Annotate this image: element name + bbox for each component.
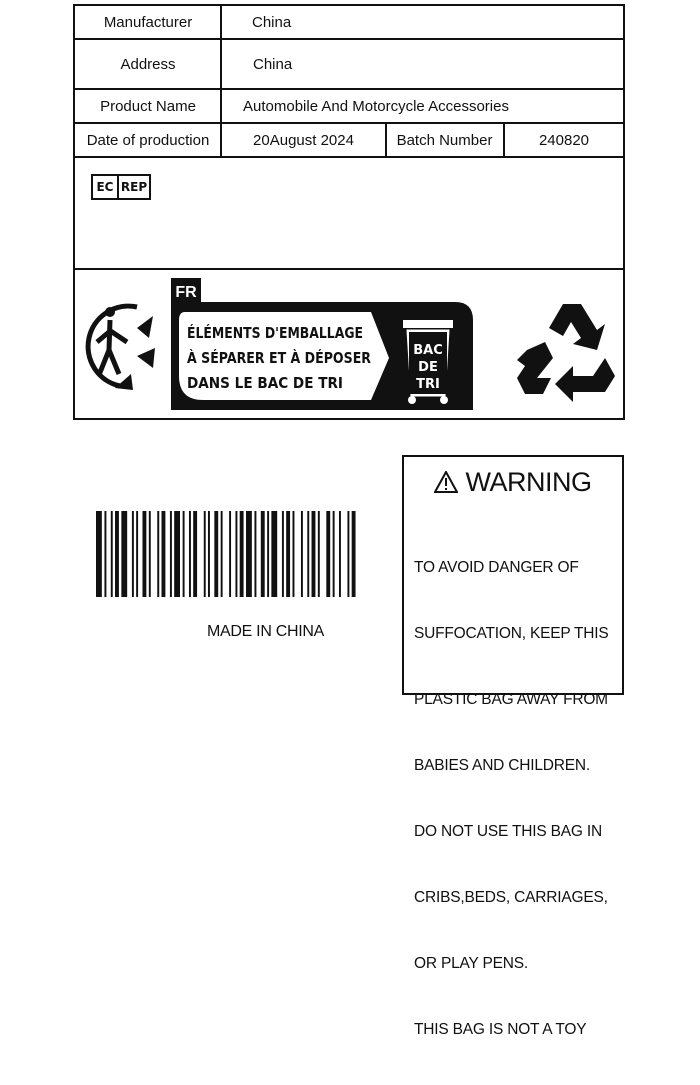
warning-title: WARNING bbox=[465, 467, 592, 497]
made-in-caption: MADE IN CHINA bbox=[207, 623, 324, 640]
warning-line: OR PLAY PENS. bbox=[414, 955, 528, 972]
barcode-bar bbox=[347, 511, 349, 597]
barcode-bar bbox=[339, 511, 341, 597]
warning-line: DO NOT USE THIS BAG IN bbox=[414, 823, 602, 840]
manufacturer-key: Manufacturer bbox=[103, 13, 193, 31]
barcode-bar bbox=[149, 511, 151, 597]
warning-line: CRIBS,BEDS, CARRIAGES, bbox=[414, 889, 608, 906]
address-key: Address bbox=[120, 55, 176, 73]
product-name-row bbox=[75, 90, 623, 124]
barcode-bar bbox=[261, 511, 265, 597]
barcode-bar bbox=[208, 511, 210, 597]
manufacturer-value: China bbox=[252, 13, 292, 31]
barcode-bar bbox=[267, 511, 269, 597]
batch-number-value: 240820 bbox=[538, 131, 590, 149]
barcode-bar bbox=[293, 511, 295, 597]
triman-area bbox=[75, 270, 623, 418]
ec-label: EC bbox=[93, 176, 119, 198]
warning-line: PLASTIC BAG AWAY FROM bbox=[414, 691, 608, 708]
barcode-bar bbox=[254, 511, 256, 597]
barcode-bar bbox=[189, 511, 191, 597]
manufacturer-row bbox=[75, 6, 623, 40]
warning-line: SUFFOCATION, KEEP THIS bbox=[414, 625, 609, 642]
barcode-bar bbox=[193, 511, 197, 597]
warning-line: BABIES AND CHILDREN. bbox=[414, 757, 591, 774]
barcode-bar bbox=[286, 511, 290, 597]
triman-graphic bbox=[75, 270, 623, 420]
production-row bbox=[75, 124, 623, 158]
barcode-bar bbox=[301, 511, 303, 597]
warning-title-row bbox=[404, 467, 622, 498]
warning-line: THIS BAG IS NOT A TOY bbox=[414, 1021, 587, 1038]
barcode-bar bbox=[318, 511, 320, 597]
product-name-value: Automobile And Motorcycle Accessories bbox=[243, 97, 509, 115]
ec-rep-mark bbox=[91, 174, 151, 200]
barcode-bar bbox=[246, 511, 252, 597]
recycling-icon bbox=[517, 304, 615, 402]
barcode-bar bbox=[307, 511, 309, 597]
product-name-key: Product Name bbox=[100, 97, 196, 115]
barcode-bar bbox=[157, 511, 159, 597]
barcode-bar bbox=[240, 511, 244, 597]
barcode-bar bbox=[235, 511, 237, 597]
barcode-bar bbox=[271, 511, 277, 597]
warning-triangle-icon bbox=[434, 471, 458, 493]
barcode-bar bbox=[282, 511, 284, 597]
barcode-bar bbox=[204, 511, 206, 597]
barcode-bar bbox=[104, 511, 106, 597]
ec-rep-row bbox=[75, 158, 623, 270]
barcode-bar bbox=[326, 511, 330, 597]
barcode-bar bbox=[121, 511, 127, 597]
triman-line-3: DANS LE BAC DE TRI bbox=[187, 374, 343, 392]
barcode-bar bbox=[214, 511, 218, 597]
barcode-bar bbox=[132, 511, 134, 597]
barcode-bar bbox=[221, 511, 223, 597]
triman-line-2: À SÉPARER ET À DÉPOSER bbox=[187, 349, 407, 367]
address-row bbox=[75, 40, 623, 90]
barcode-bar bbox=[96, 511, 102, 597]
fr-country-code: FR bbox=[175, 284, 197, 301]
triman-person-icon bbox=[88, 306, 155, 390]
barcode-bar bbox=[115, 511, 119, 597]
barcode-bar bbox=[183, 511, 185, 597]
rep-label: REP bbox=[120, 180, 148, 194]
barcode-bar bbox=[111, 511, 113, 597]
bin-text-2: DE bbox=[418, 360, 438, 375]
barcode-bar bbox=[142, 511, 146, 597]
bin-text-1: BAC bbox=[413, 343, 443, 358]
barcode-bar bbox=[174, 511, 180, 597]
product-label-table bbox=[73, 4, 625, 420]
warning-box bbox=[402, 455, 624, 1038]
batch-number-key: Batch Number bbox=[396, 131, 493, 149]
barcode-bar bbox=[170, 511, 172, 597]
barcode bbox=[96, 511, 358, 597]
barcode-bar bbox=[229, 511, 231, 597]
barcode-bar bbox=[312, 511, 316, 597]
barcode-bar bbox=[333, 511, 335, 597]
barcode-bar bbox=[162, 511, 166, 597]
recycle-bin-icon bbox=[403, 320, 453, 404]
triman-line-1: ÉLÉMENTS D'EMBALLAGE bbox=[187, 324, 400, 342]
bin-text-3: TRI bbox=[416, 377, 440, 392]
warning-line: TO AVOID DANGER OF bbox=[414, 559, 579, 576]
barcode-bar bbox=[352, 511, 356, 597]
date-of-production-key: Date of production bbox=[86, 131, 210, 149]
address-value: China bbox=[253, 55, 293, 73]
date-of-production-value: 20August 2024 bbox=[253, 131, 354, 149]
barcode-bar bbox=[136, 511, 138, 597]
warning-text bbox=[414, 513, 609, 1085]
